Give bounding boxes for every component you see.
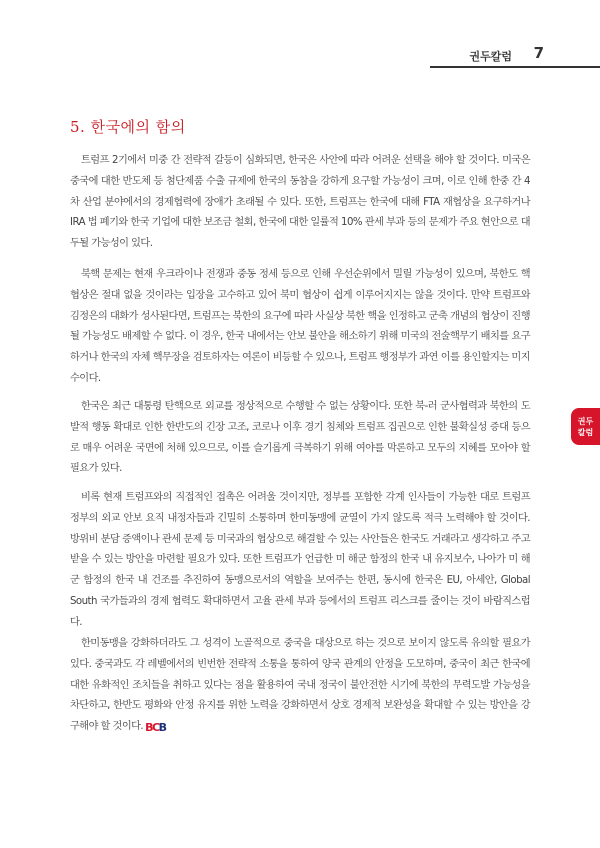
end-mark-logo-sub: B	[158, 721, 166, 735]
body-paragraph-4: 비록 현재 트럼프와의 직접적인 접촉은 어려울 것이지만, 정부를 포함한 각계 인사들이 가능한 대로 트럼프 정부의 외교 안보 요직 내정자들과 긴밀히 소통하며 한미동맹에 균열이 가지 않도록 적극 노력해야 할 것이다. 방위비 분담 증액이나 관세 문제 등 미국과의 협상으로 해결할 수 있는 사안들은 한국도 거래라고 생각하고 주고 받을 수 있는 방안을 마련할 필요가 있다. 또한 트럼프가 언급한 미 해군 함정의 한국 내 유지보수, 나아가 미 해군 함정의 한국 내 건조를 추진하여 동맹으로서의 역할을 보여주는 한편, 동시에 한국은 EU, 아세안, Global South 국가들과의 경제 협력도 확대하면서 고율 관세 부과 등에서의 트럼프 리스크를 줄이는 것이 바람직스럽다.	[70, 492, 530, 628]
body-paragraph-1: 트럼프 2기에서 미중 간 전략적 갈등이 심화되면, 한국은 사안에 따라 어려운 선택을 해야 할 것이다. 미국은 중국에 대한 반도체 등 첨단제품 수출 규제에 한국의 동참을 강하게 요구할 가능성이 크며, 이로 인해 한중 간 4차 산업 분야에서의 경제협력에 장애가 초래될 수 있다. 또한, 트럼프는 한국에 대해 FTA 재협상을 요구하거나 IRA 법 폐기와 한국 기업에 대한 보조금 철회, 한국에 대한 일률적 10% 관세 부과 등의 문제가 주요 현안으로 대두될 가능성이 있다.	[70, 155, 530, 250]
body-paragraph-5-text: 한미동맹을 강화하더라도 그 성격이 노골적으로 중국을 대상으로 하는 것으로 보이지 않도록 유의할 필요가 있다. 중국과도 각 레벨에서의 빈번한 전략적 소통을 통하여 양국 관계의 안정을 도모하며, 중국이 최근 한국에 대한 유화적인 조치들을 취하고 있다는 점을 활용하여 국내 정국이 불안전한 시기에 북한의 무력도발 가능성을 차단하고, 한반도 평화와 안정 유지를 위한 노력을 강화하면서 상호 경제적 보완성을 확대할 수 있는 방안을 강구해야 할 것이다.	[70, 638, 530, 733]
section-side-tab[interactable]: 권두 칼럼	[571, 408, 600, 445]
page-number: 7	[533, 44, 544, 62]
section-title: 5. 한국에의 함의	[70, 118, 186, 136]
body-paragraph-5	[70, 634, 530, 739]
running-header-label: 권두칼럼	[469, 50, 512, 63]
end-mark-logo	[145, 718, 165, 739]
body-paragraph-3: 한국은 최근 대통령 탄핵으로 외교를 정상적으로 수행할 수 없는 상황이다. 또한 북-러 군사협력과 북한의 도발적 행동 확대로 인한 한반도의 긴장 고조, 코로나 이후 경기 침체와 트럼프 집권으로 인한 불확실성 증대 등으로 매우 어려운 국면에 처해 있으므로, 이를 슬기롭게 극복하기 위해 여야를 막론하고 모두의 지혜를 모아야 할 필요가 있다.	[70, 401, 530, 475]
header-rule	[430, 66, 600, 68]
body-paragraph-2: 북핵 문제는 현재 우크라이나 전쟁과 중동 정세 등으로 인해 우선순위에서 밀릴 가능성이 있으며, 북한도 핵 협상은 절대 없을 것이라는 입장을 고수하고 있어 북미 협상이 쉽게 이루어지지는 않을 것이다. 만약 트럼프와 김정은의 대화가 성사된다면, 트럼프는 북한의 요구에 따라 사실상 북한 핵을 인정하고 군축 개념의 협상이 진행될 가능성도 배제할 수 없다. 이 경우, 한국 내에서는 안보 불안을 해소하기 위해 미국의 전술핵무기 배치를 요구하거나 한국의 자체 핵무장을 검토하자는 여론이 비등할 수 있으나, 트럼프 행정부가 과연 이를 용인할지는 미지수이다.	[70, 269, 530, 384]
end-mark-logo-main: BC	[145, 721, 159, 735]
